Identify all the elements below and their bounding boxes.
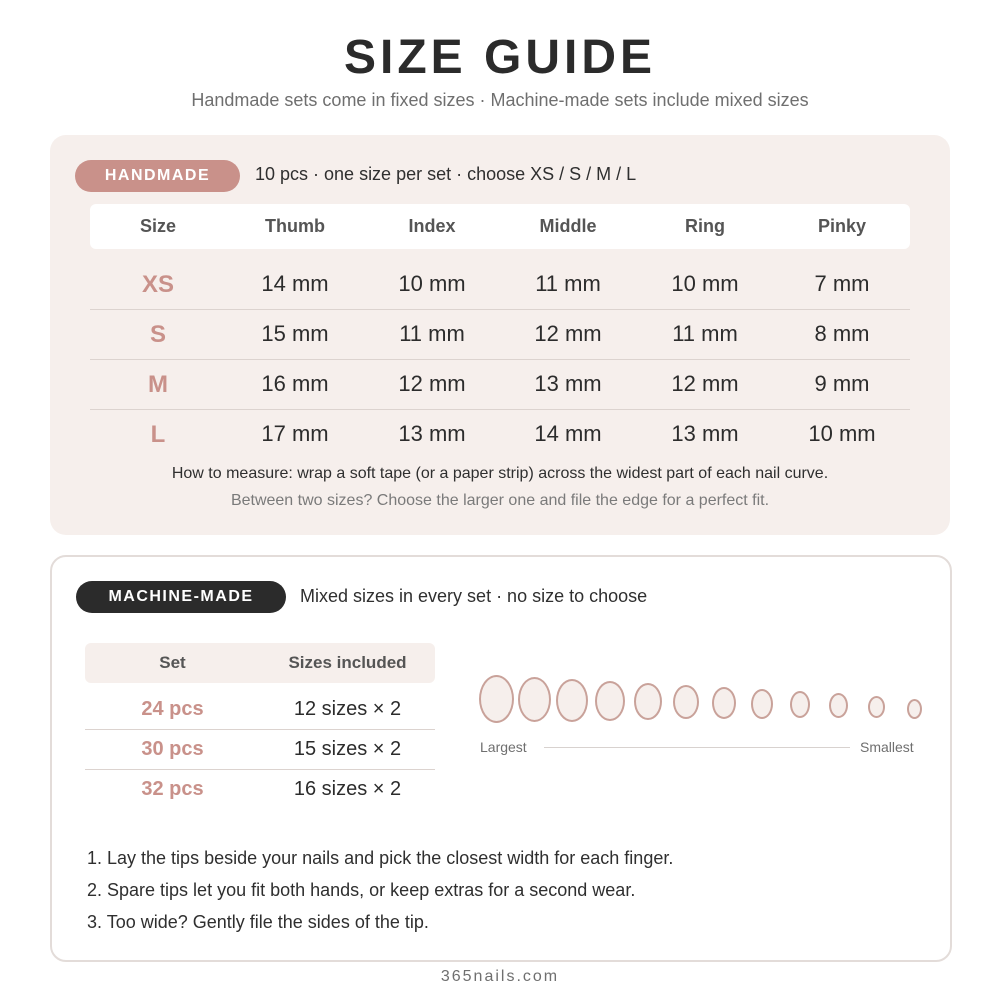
- table-row: [90, 409, 910, 459]
- size-label: M: [148, 371, 168, 398]
- page-title: SIZE GUIDE: [343, 31, 657, 84]
- table-cell: 12 mm: [671, 371, 739, 396]
- table-row: [90, 259, 910, 310]
- set-label: 30 pcs: [141, 738, 204, 760]
- nail-shape-icon: [829, 693, 848, 718]
- handmade-description: 10 pcs · one size per set · choose XS / S / M / L: [255, 164, 637, 184]
- machine-made-card: [50, 555, 952, 962]
- column-header-ring: Ring: [685, 216, 725, 236]
- machine-table-header: [85, 643, 435, 683]
- scale-divider: [544, 747, 850, 748]
- table-cell: 15 mm: [261, 321, 329, 346]
- column-header-set: Set: [159, 653, 186, 672]
- table-cell: 8 mm: [814, 321, 870, 346]
- nail-shape-icon: [518, 677, 551, 722]
- scale-largest-label: Largest: [480, 739, 527, 755]
- set-label: 32 pcs: [141, 778, 204, 800]
- table-cell: 16 mm: [261, 371, 329, 396]
- scale-smallest-label: Smallest: [860, 739, 914, 755]
- site-url: 365nails.com: [440, 968, 560, 985]
- table-cell: 14 mm: [261, 271, 329, 296]
- column-header-pinky: Pinky: [817, 216, 867, 236]
- size-label: L: [150, 421, 166, 448]
- table-cell: 12 mm: [534, 321, 602, 346]
- table-row: [85, 729, 435, 770]
- table-cell: 12 mm: [398, 371, 466, 396]
- fit-step-3: 3. Too wide? Gently file the sides of the tip.: [87, 912, 429, 932]
- machine-made-badge: MACHINE-MADE: [76, 581, 286, 613]
- table-row: [85, 769, 435, 809]
- table-row: [85, 689, 435, 730]
- table-cell: 11 mm: [399, 321, 465, 346]
- nail-shape-icon: [751, 689, 773, 719]
- nail-shape-icon: [634, 683, 662, 720]
- fit-step-2: 2. Spare tips let you fit both hands, or keep extras for a second wear.: [87, 880, 636, 900]
- handmade-table-header: [90, 204, 910, 249]
- table-row: [90, 359, 910, 410]
- nail-shape-icon: [868, 696, 885, 718]
- column-header-middle: Middle: [539, 216, 597, 236]
- column-header-index: Index: [408, 216, 456, 236]
- column-header-sizes-included: Sizes included: [288, 653, 407, 672]
- column-header-thumb: Thumb: [265, 216, 325, 236]
- nail-shape-icon: [556, 679, 588, 722]
- table-cell: 13 mm: [534, 371, 602, 396]
- table-cell: 16 sizes × 2: [293, 778, 402, 800]
- handmade-badge: HANDMADE: [75, 160, 240, 192]
- size-label: S: [149, 321, 166, 348]
- set-label: 24 pcs: [141, 698, 204, 720]
- table-cell: 12 sizes × 2: [293, 698, 402, 720]
- table-cell: 7 mm: [814, 271, 870, 296]
- table-cell: 10 mm: [808, 421, 876, 446]
- nail-shape-icon: [712, 687, 736, 719]
- nail-shape-icon: [479, 675, 514, 723]
- fit-step-1: 1. Lay the tips beside your nails and pick the closest width for each finger.: [87, 848, 674, 868]
- handmade-card: [50, 135, 950, 535]
- column-header-size: Size: [139, 216, 177, 236]
- nail-shape-icon: [595, 681, 625, 721]
- table-cell: 14 mm: [534, 421, 602, 446]
- nail-shape-icon: [790, 691, 810, 718]
- size-label: XS: [141, 271, 174, 298]
- table-cell: 10 mm: [398, 271, 466, 296]
- table-cell: 10 mm: [671, 271, 739, 296]
- table-cell: 9 mm: [814, 371, 870, 396]
- table-cell: 17 mm: [261, 421, 329, 446]
- measure-instructions: How to measure: wrap a soft tape (or a paper strip) across the widest part of each nail curve.: [171, 465, 829, 482]
- between-sizes-tip: Between two sizes? Choose the larger one and file the edge for a perfect fit.: [230, 492, 770, 509]
- table-row: [90, 309, 910, 360]
- table-cell: 13 mm: [398, 421, 466, 446]
- table-cell: 11 mm: [535, 271, 601, 296]
- page-subtitle: Handmade sets come in fixed sizes · Machine-made sets include mixed sizes: [191, 90, 809, 110]
- nail-shape-icon: [907, 699, 922, 719]
- table-cell: 15 sizes × 2: [293, 738, 402, 760]
- table-cell: 13 mm: [671, 421, 739, 446]
- machine-made-description: Mixed sizes in every set · no size to choose: [300, 586, 648, 606]
- table-cell: 11 mm: [672, 321, 738, 346]
- nail-shape-icon: [673, 685, 699, 719]
